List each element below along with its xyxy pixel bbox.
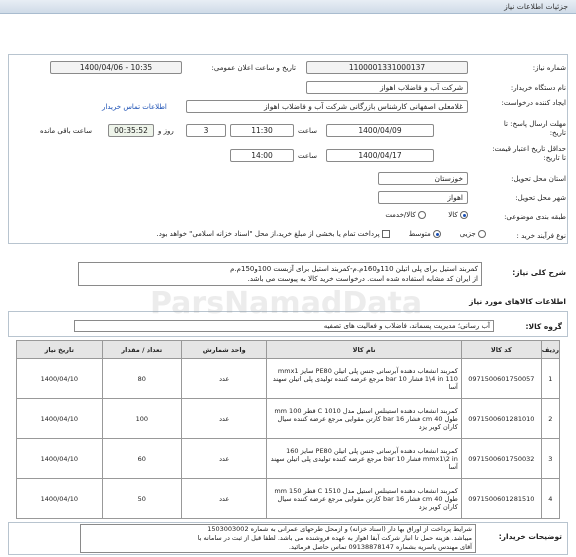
remaining-time-field: 00:35:52 bbox=[108, 124, 154, 137]
summary-box bbox=[78, 262, 482, 286]
process-label: نوع فرآیند خرید : bbox=[516, 232, 566, 240]
row-index: 1 bbox=[541, 359, 559, 399]
treasury-payment-checkbox[interactable] bbox=[382, 230, 390, 238]
process-medium-radio[interactable] bbox=[433, 230, 441, 238]
goods-table bbox=[16, 340, 560, 519]
days-field: 3 bbox=[186, 124, 226, 137]
row-qty: 50 bbox=[102, 479, 181, 519]
buyer-label: نام دستگاه خریدار: bbox=[510, 84, 566, 92]
days-label: روز و bbox=[158, 127, 174, 135]
category-goods-radio[interactable] bbox=[460, 211, 468, 219]
need-number-label: شماره نیاز: bbox=[532, 64, 566, 72]
row-code: 0971500601281510 bbox=[461, 479, 541, 519]
row-name: کمربند انشعاب دهنده آبرسانی جنس پلی اتیلن PE80 سایز mmx1 1\4 in 110 فشار bar 10 مرجع عرضه کننده تولیدی پلی اتیلن سهند آسا bbox=[267, 359, 461, 399]
category-service-option[interactable] bbox=[385, 211, 426, 219]
treasury-payment-option[interactable] bbox=[157, 230, 390, 238]
validity-time-label: ساعت bbox=[298, 152, 318, 160]
row-unit: عدد bbox=[182, 359, 267, 399]
buyer-notes-line-3: آقای مهندس یاسریه بشماره 09138878147 تماس حاصل فرمائید. bbox=[288, 543, 472, 551]
watermark-text: ParsNamadData bbox=[150, 286, 423, 321]
row-name: کمربند انشعاب دهنده آبرسانی جنس پلی اتیلن PE80 سایز 160 mmx1\2 in فشار bar 10 مرجع عرضه کننده تولیدی پلی اتیلن سهند آسا bbox=[267, 439, 461, 479]
city-field[interactable]: اهواز bbox=[378, 191, 468, 204]
summary-label: شرح کلی نیاز: bbox=[512, 268, 566, 277]
buyer-notes-box bbox=[80, 524, 476, 553]
buyer-notes-line-1: شرایط پرداخت از اوراق بها دار (اسناد خزانه) و ازمحل طرحهای عمرانی به شماره 1503003002 bbox=[207, 525, 472, 533]
row-qty: 100 bbox=[102, 399, 181, 439]
col-name: نام کالا bbox=[267, 341, 461, 359]
row-name: کمربند انشعاب دهنده استینلس استیل مدل C 1010 قطر mm 100 طول cm 40 فشار bar 16 کارتن مقوایی مرجع عرضه کننده سیال کاران کویر یزد bbox=[267, 399, 461, 439]
col-qty: تعداد / مقدار bbox=[102, 341, 181, 359]
treasury-payment-note: پرداخت تمام یا بخشی از مبلغ خرید،از محل "اسناد خزانه اسلامی" خواهد بود. bbox=[156, 230, 380, 238]
row-index: 4 bbox=[541, 479, 559, 519]
col-code: کد کالا bbox=[461, 341, 541, 359]
creator-label: ایجاد کننده درخواست: bbox=[501, 99, 566, 107]
process-medium-label: متوسط bbox=[408, 230, 431, 238]
deadline-date-field[interactable]: 1400/04/09 bbox=[326, 124, 434, 137]
deadline-time-label: ساعت bbox=[298, 127, 318, 135]
row-unit: عدد bbox=[182, 399, 267, 439]
buyer-field[interactable]: شرکت آب و فاضلاب اهواز bbox=[306, 81, 468, 94]
goods-section-title: اطلاعات کالاهای مورد نیاز bbox=[469, 297, 566, 306]
row-unit: عدد bbox=[182, 479, 267, 519]
row-index: 2 bbox=[541, 399, 559, 439]
summary-line-2: از ایران کد مشابه استفاده شده است. درخواست خرید کالا به پیوست می باشد. bbox=[247, 275, 478, 283]
row-qty: 60 bbox=[102, 439, 181, 479]
process-medium-option[interactable] bbox=[409, 230, 441, 238]
row-date: 1400/04/10 bbox=[17, 479, 103, 519]
announce-field[interactable]: 1400/04/06 - 10:35 bbox=[50, 61, 182, 74]
city-label: شهر محل تحویل: bbox=[515, 194, 566, 202]
announce-label: تاریخ و ساعت اعلان عمومی: bbox=[211, 64, 296, 72]
summary-line-1: کمربند استیل برای پلی اتیلن 110و160م.م-کمربند استیل برای آزبست 100و150م.م bbox=[230, 265, 478, 273]
goods-group-label: گروه کالا: bbox=[525, 322, 562, 331]
goods-group-field[interactable]: آب رسانی؛ مدیریت پسماند، فاضلاب و فعالیت های تصفیه bbox=[74, 320, 494, 332]
process-partial-option[interactable] bbox=[460, 230, 486, 238]
table-row[interactable] bbox=[17, 439, 560, 479]
row-code: 0971500601750032 bbox=[461, 439, 541, 479]
row-name: کمربند انشعاب دهنده استینلس استیل مدل C 1510 قطر mm 150 طول cm 40 فشار bar 16 کارتن مقوایی مرجع عرضه کننده سیال کاران کویر یزد bbox=[267, 479, 461, 519]
row-code: 0971500601750057 bbox=[461, 359, 541, 399]
row-date: 1400/04/10 bbox=[17, 399, 103, 439]
row-date: 1400/04/10 bbox=[17, 439, 103, 479]
row-qty: 80 bbox=[102, 359, 181, 399]
contact-info-link[interactable]: اطلاعات تماس خریدار bbox=[102, 103, 167, 111]
process-partial-radio[interactable] bbox=[478, 230, 486, 238]
category-service-radio[interactable] bbox=[418, 211, 426, 219]
creator-field[interactable]: غلامعلی اصفهانی کارشناس بازرگانی شرکت آب و فاضلاب اهواز bbox=[186, 100, 468, 113]
category-service-label: کالا/خدمت bbox=[385, 211, 416, 219]
deadline-time-field[interactable]: 11:30 bbox=[230, 124, 294, 137]
remaining-label: ساعت باقی مانده bbox=[40, 127, 92, 135]
category-label: طبقه بندی موضوعی: bbox=[504, 213, 566, 221]
row-code: 0971500601281010 bbox=[461, 399, 541, 439]
validity-date-field[interactable]: 1400/04/17 bbox=[326, 149, 434, 162]
table-row[interactable] bbox=[17, 359, 560, 399]
row-index: 3 bbox=[541, 439, 559, 479]
category-goods-option[interactable] bbox=[448, 211, 468, 219]
table-row[interactable] bbox=[17, 479, 560, 519]
deadline-label: مهلت ارسال پاسخ: تا تاریخ: bbox=[503, 120, 566, 137]
province-label: استان محل تحویل: bbox=[511, 175, 566, 183]
validity-time-field[interactable]: 14:00 bbox=[230, 149, 294, 162]
page-title: جزئیات اطلاعات نیاز bbox=[504, 2, 568, 11]
process-partial-label: جزیی bbox=[459, 230, 476, 238]
row-date: 1400/04/10 bbox=[17, 359, 103, 399]
col-date: تاریخ نیاز bbox=[17, 341, 103, 359]
need-number-field[interactable]: 1100001331000137 bbox=[306, 61, 468, 74]
row-unit: عدد bbox=[182, 439, 267, 479]
province-field[interactable]: خوزستان bbox=[378, 172, 468, 185]
table-row[interactable] bbox=[17, 399, 560, 439]
buyer-notes-label: توضیحات خریدار: bbox=[498, 532, 562, 541]
page-header bbox=[0, 0, 576, 14]
validity-label: حداقل تاریخ اعتبار قیمت: تا تاریخ: bbox=[492, 145, 566, 162]
col-index: ردیف bbox=[541, 341, 559, 359]
buyer-notes-line-2: میباشد. هزینه حمل تا انبار شرکت آبفا اهواز به عهده فروشنده می باشد. لطفا قبل از ثبت در سامانه با bbox=[197, 534, 472, 542]
category-goods-label: کالا bbox=[448, 211, 458, 219]
col-unit: واحد شمارش bbox=[182, 341, 267, 359]
goods-table-header bbox=[17, 341, 560, 359]
